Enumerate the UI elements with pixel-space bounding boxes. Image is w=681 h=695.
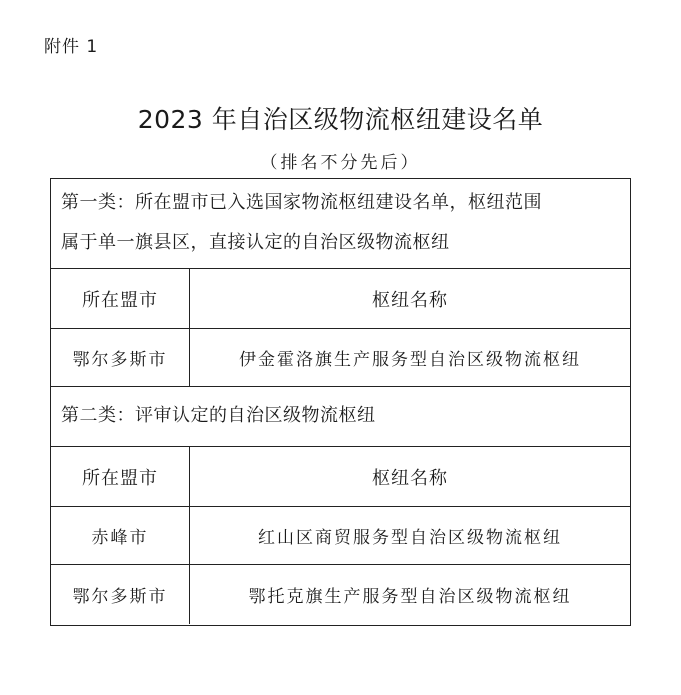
section-2-heading xyxy=(51,387,630,447)
hub-name-cell: 鄂托克旗生产服务型自治区级物流枢纽 xyxy=(248,587,572,607)
document-title: 2023 年自治区级物流枢纽建设名单 xyxy=(137,105,544,134)
section-1-column-headers xyxy=(51,269,630,329)
table-row xyxy=(51,329,630,387)
section-2-heading-line1: 第二类：评审认定的自治区级物流枢纽 xyxy=(61,405,376,426)
city-cell: 鄂尔多斯市 xyxy=(51,565,190,624)
section-1-heading xyxy=(51,179,630,269)
column-header-hub-name: 枢纽名称 xyxy=(372,467,448,489)
attachment-label: 附件 1 xyxy=(44,37,99,57)
section-2-column-headers xyxy=(51,447,630,507)
column-header-city: 所在盟市 xyxy=(51,447,190,506)
column-header-hub-name: 枢纽名称 xyxy=(372,289,448,311)
hub-list-table xyxy=(50,178,631,626)
city-cell: 赤峰市 xyxy=(51,507,190,564)
document-subtitle: （排名不分先后） xyxy=(260,153,421,173)
section-1-heading-line1: 第一类：所在盟市已入选国家物流枢纽建设名单，枢纽范围 xyxy=(61,192,542,213)
column-header-city: 所在盟市 xyxy=(51,269,190,328)
hub-name-cell: 伊金霍洛旗生产服务型自治区级物流枢纽 xyxy=(239,350,581,370)
table-row xyxy=(51,507,630,565)
hub-name-cell: 红山区商贸服务型自治区级物流枢纽 xyxy=(258,528,562,548)
section-1-heading-line2: 属于单一旗县区，直接认定的自治区级物流枢纽 xyxy=(61,232,450,253)
city-cell: 鄂尔多斯市 xyxy=(51,329,190,386)
table-row xyxy=(51,565,630,624)
